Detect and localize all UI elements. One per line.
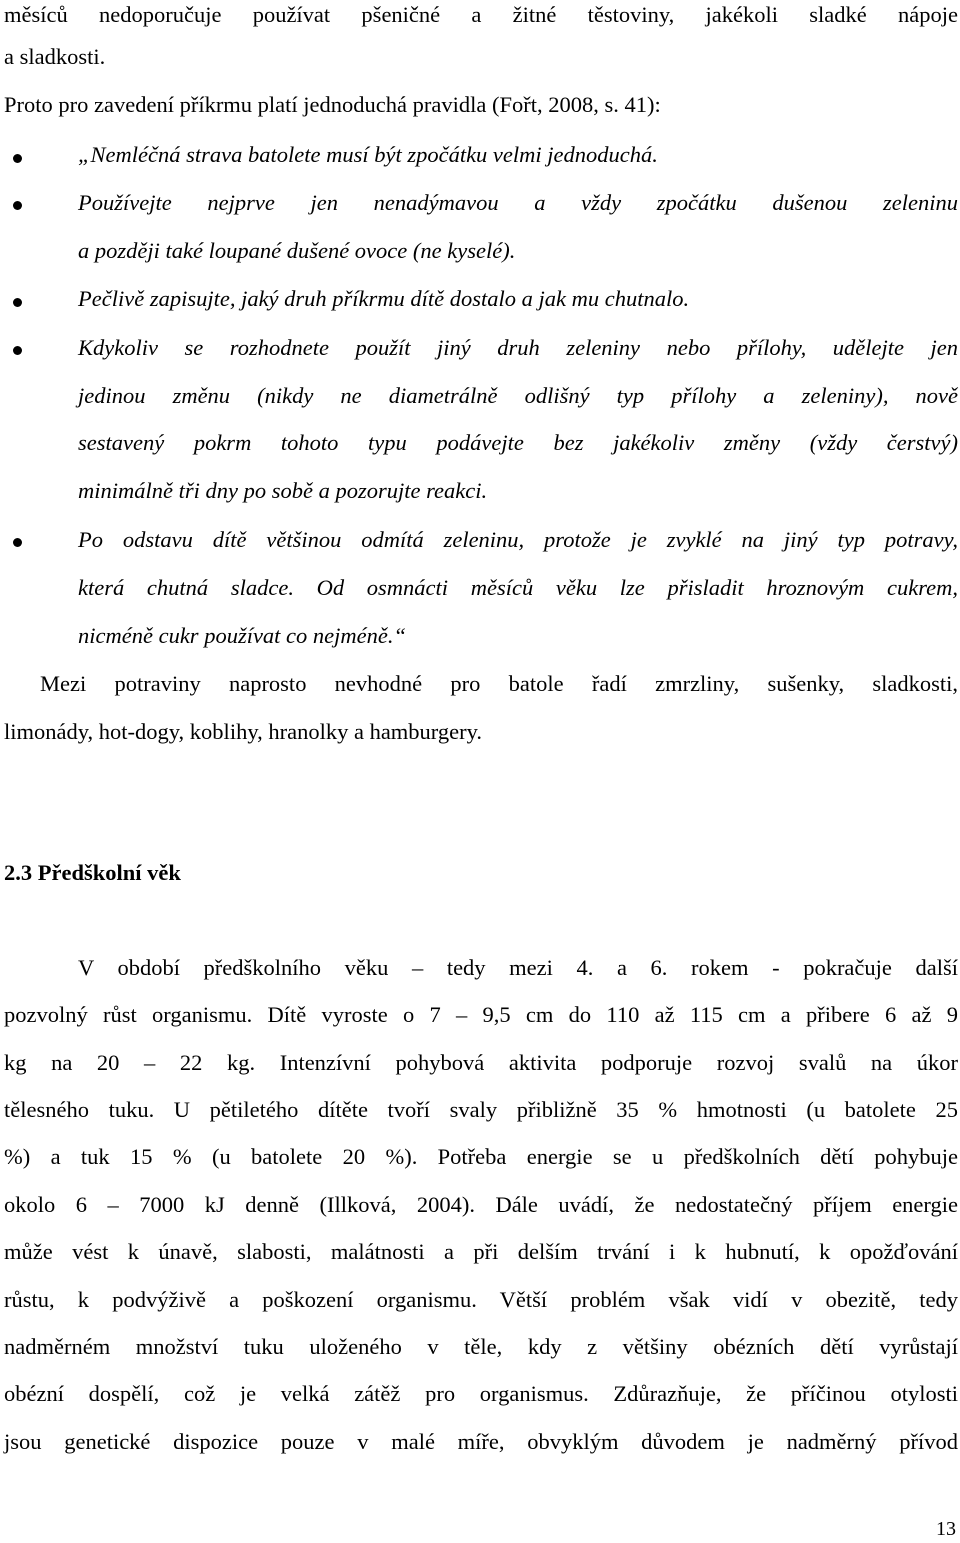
section-heading: 2.3 Předškolní věk (4, 860, 181, 885)
paragraph-line: limonády, hot-dogy, koblihy, hranolky a hamburgery. (4, 719, 483, 744)
bullet-line: Kdykoliv se rozhodnete použít jiný druh zeleniny nebo přílohy, udělejte jen (78, 335, 958, 360)
bullet-line: Po odstavu dítě většinou odmítá zeleninu, protože je zvyklé na jiný typ potravy, (78, 527, 958, 552)
paragraph-line: V období předškolního věku – tedy mezi 4. a 6. rokem - pokračuje další (78, 955, 958, 980)
bullet-line: Pečlivě zapisujte, jaký druh příkrmu dítě dostalo a jak mu chutnalo. (78, 286, 690, 311)
bullet-icon (13, 346, 22, 355)
text-line: měsíců nedoporučuje používat pšeničné a žitné těstoviny, jakékoli sladké nápoje (4, 2, 958, 27)
paragraph-line: jsou genetické dispozice pouze v malé míře, obvyklým důvodem je nadměrný přívod (4, 1429, 958, 1454)
paragraph-line: kg na 20 – 22 kg. Intenzívní pohybová aktivita podporuje rozvoj svalů na úkor (4, 1050, 958, 1075)
bullet-line: „Nemléčná strava batolete musí být zpočátku velmi jednoduchá. (78, 142, 658, 167)
text-line: Proto pro zavedení příkrmu platí jednoduchá pravidla (Fořt, 2008, s. 41): (4, 92, 661, 117)
paragraph-line: Mezi potraviny naprosto nevhodné pro batole řadí zmrzliny, sušenky, sladkosti, (40, 671, 958, 696)
bullet-icon (13, 538, 22, 547)
paragraph-line: tělesného tuku. U pětiletého dítěte tvoří svaly přibližně 35 % hmotnosti (u batolete 25 (4, 1097, 958, 1122)
page-number: 13 (936, 1518, 956, 1540)
bullet-line: sestavený pokrm tohoto typu podávejte bez jakékoliv změny (vždy čerstvý) (78, 430, 958, 455)
paragraph-line: %) a tuk 15 % (u batolete 20 %). Potřeba energie se u předškolních dětí pohybuje (4, 1144, 958, 1169)
bullet-line: která chutná sladce. Od osmnácti měsíců věku lze přisladit hroznovým cukrem, (78, 575, 958, 600)
paragraph-line: růstu, k podvýživě a poškození organismu. Větší problém však vidí v obezitě, tedy (4, 1287, 958, 1312)
bullet-line: nicméně cukr používat co nejméně.“ (78, 623, 407, 648)
paragraph-line: obézní dospělí, což je velká zátěž pro organismus. Zdůrazňuje, že příčinou otylosti (4, 1381, 958, 1406)
paragraph-line: nadměrném množství tuku uloženého v těle, kdy z většiny obézních dětí vyrůstají (4, 1334, 958, 1359)
text-line: a sladkosti. (4, 44, 106, 69)
bullet-icon (13, 154, 22, 163)
paragraph-line: může vést k únavě, slabosti, malátnosti a při delším trvání i k hubnutí, k opožďování (4, 1239, 958, 1264)
bullet-line: a později také loupané dušené ovoce (ne kyselé). (78, 238, 516, 263)
bullet-line: jedinou změnu (nikdy ne diametrálně odlišný typ přílohy a zeleniny), nově (78, 383, 958, 408)
bullet-icon (13, 201, 22, 210)
paragraph-line: pozvolný růst organismu. Dítě vyroste o 7 – 9,5 cm do 110 až 115 cm a přibere 6 až 9 (4, 1002, 958, 1027)
bullet-line: Používejte nejprve jen nenadýmavou a vždy zpočátku dušenou zeleninu (78, 190, 958, 215)
bullet-icon (13, 298, 22, 307)
paragraph-line: okolo 6 – 7000 kJ denně (Illková, 2004). Dále uvádí, že nedostatečný příjem energie (4, 1192, 958, 1217)
bullet-line: minimálně tři dny po sobě a pozorujte reakci. (78, 478, 488, 503)
